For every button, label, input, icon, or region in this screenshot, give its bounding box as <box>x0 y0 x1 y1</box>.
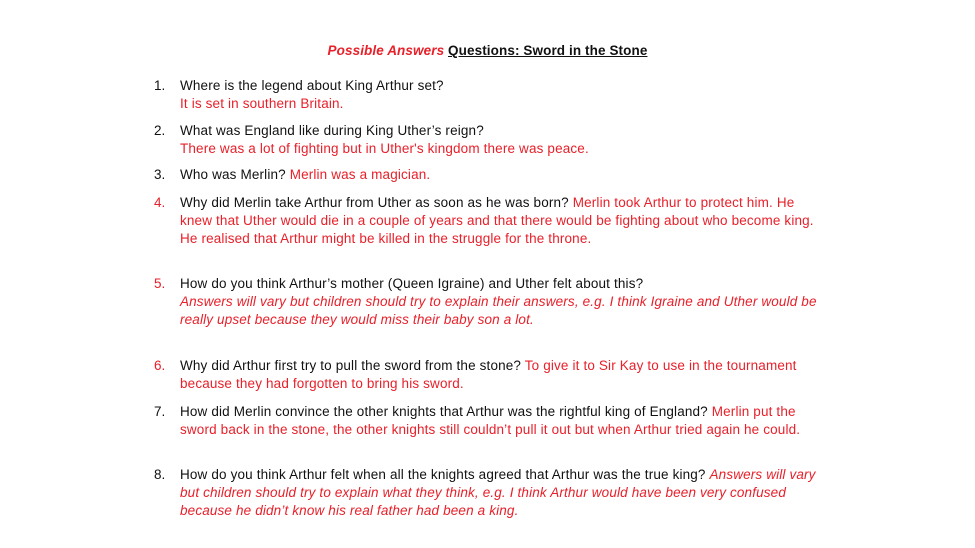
question-body <box>180 122 820 158</box>
possible-answers-label: Possible Answers <box>327 43 445 58</box>
answer-text: Answers will vary but children should try to explain what they think, e.g. I think Arthur would have been very confused because he didn’t know his real father had been a king. <box>180 467 816 518</box>
answer-text: Answers will vary but children should try to explain their answers, e.g. I think Igraine and Uther would be really upset because they would miss their baby son a lot. <box>180 294 817 327</box>
page-title <box>0 43 975 58</box>
question-text: Why did Arthur first try to pull the sword from the stone? <box>180 358 522 373</box>
answer-text: There was a lot of fighting but in Uther's kingdom there was peace. <box>180 141 589 156</box>
question-number: 1. <box>154 78 166 93</box>
question-body <box>180 403 820 439</box>
question-text: Why did Merlin take Arthur from Uther as soon as he was born? <box>180 195 569 210</box>
question-body <box>180 166 820 184</box>
question-number: 8. <box>154 467 166 482</box>
question-text: How do you think Arthur felt when all the knights agreed that Arthur was the true king? <box>180 467 706 482</box>
question-text: Where is the legend about King Arthur set? <box>180 78 444 93</box>
answer-text: It is set in southern Britain. <box>180 96 344 111</box>
question-number: 5. <box>154 276 166 291</box>
question-text: How did Merlin convince the other knights that Arthur was the rightful king of England? <box>180 404 708 419</box>
question-body <box>180 466 820 520</box>
question-number: 3. <box>154 167 166 182</box>
question-text: What was England like during King Uther’s reign? <box>180 123 484 138</box>
answer-text: Merlin put the sword back in the stone, the other knights still couldn’t pull it out but when Arthur tried again he could. <box>180 404 801 437</box>
question-text: How do you think Arthur’s mother (Queen Igraine) and Uther felt about this? <box>180 276 644 291</box>
answer-text: To give it to Sir Kay to use in the tournament because they had forgotten to bring his sword. <box>180 358 797 391</box>
answer-text: Merlin took Arthur to protect him. He knew that Uther would die in a couple of years and that there would be fighting about who become king. He realised that Arthur might be killed in the struggle for the throne. <box>180 195 814 246</box>
question-body <box>180 77 820 113</box>
main-title: Questions: Sword in the Stone <box>448 43 648 58</box>
question-number: 2. <box>154 123 166 138</box>
question-body <box>180 194 820 248</box>
question-number: 7. <box>154 404 166 419</box>
question-body <box>180 357 820 393</box>
question-number: 6. <box>154 358 166 373</box>
question-body <box>180 275 820 329</box>
question-number: 4. <box>154 195 166 210</box>
answer-text: Merlin was a magician. <box>289 167 431 182</box>
question-text: Who was Merlin? <box>180 167 286 182</box>
